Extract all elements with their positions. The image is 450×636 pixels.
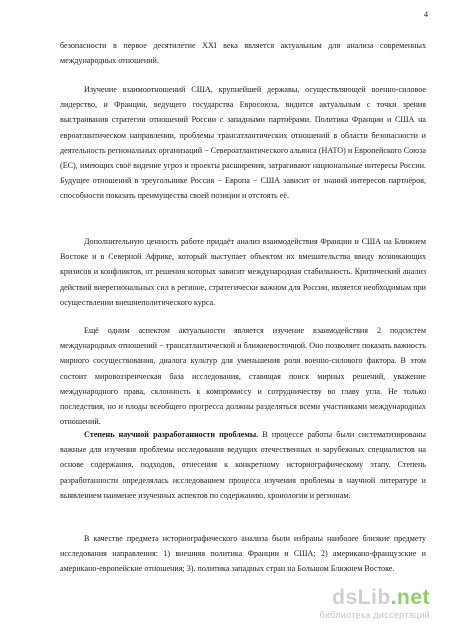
paragraph-text: В качестве предмета историографического анализа были избраны наиболее близкие предмету исследования направления: 1) внешняя политика Франции и США; 2) американо-французские и американо-европейские отношения; 3). политика западных стран на Большом Ближнем Востоке. xyxy=(60,534,426,574)
page-number: 4 xyxy=(424,10,428,19)
paragraph-subject-analysis xyxy=(60,531,426,577)
watermark-logo xyxy=(332,586,430,610)
paragraph-text xyxy=(60,427,426,503)
watermark-caption: библиотека диссертаций xyxy=(319,610,430,620)
paragraph-relevance-usa-france xyxy=(60,82,426,204)
paragraph-text: безопасности в первое десятилетие XXI века является актуальным для анализа современных международных отношений. xyxy=(60,41,426,66)
dslib-watermark xyxy=(280,586,430,626)
paragraph-text: Дополнительную ценность работе придаёт анализ взаимодействия Франции и США на Ближнем Востоке и в Северной Африке, который выступает объектом их вмешательства ввиду возникающих кризисов и конфликтов, от решения которых зависит международная стабильность. Критический анализ действий внерегиональных сил в регионе, стратегически важном для России, является необходимым при осуществлении внешнеполитического курса. xyxy=(60,237,426,307)
paragraph-text: Ещё одним аспектом актуальности является изучение взаимодействия 2 подсистем международных отношений − трансатлантической и ближневосточной. Оно позволяет показать важность мирного сосуществования, диалога культур для уменьшения роли военно-силового фактора. В этом состоит мировоззренческая база исследования, ставящая поиск мирных решений, уважение международного права, склонность к компромиссу и сотрудничеству во главу угла. Не только последствия, но и плоды всеобщего прогресса должны разделяться всеми участниками международных отношений. xyxy=(60,326,426,427)
watermark-logo-suffix: .net xyxy=(390,586,430,609)
paragraph-body: В процессе работы были систематизированы важные для изучения проблемы исследования ведущих отечественных и зарубежных специалистов на основе содержания, подходов, отнесения к конкретному историографическому этапу. Степень разработанности определялась исследованием процесса изучения проблемы в научной литературе и выявлением наименее изученных аспектов по содержанию, хронологии и регионам. xyxy=(60,430,426,500)
paragraph-text: Изучение взаимоотношений США, крупнейшей державы, осуществляющей военно-силовое лидерство, и Франции, ведущего государства Евросоюза, видится актуальным с точки зрения выстраивания стратегии отношений России с западными партнёрами. Политика Франции и США на евроатлантическом направлении, проблемы трансатлантических отношений в области безопасности и деятельность региональных организаций − Североатлантического альянса (НАТО) и Европейского Союза (ЕС), имеющих своё видение угроз и проекты расширения, затрагивают национальные интересы России. Будущее отношений в треугольнике Россия − Европа − США зависит от знаний интересов партнёров, способности показать преимущества своей позиции и отстоять её. xyxy=(60,85,426,201)
paragraph-research-degree xyxy=(60,427,426,503)
paragraph-subsystems xyxy=(60,323,426,429)
section-heading-inline: Степень научной разработанности проблемы. xyxy=(84,430,259,439)
paragraph-continuation xyxy=(60,38,426,68)
paragraph-middle-east xyxy=(60,234,426,310)
watermark-logo-main: dsLib xyxy=(332,586,391,609)
